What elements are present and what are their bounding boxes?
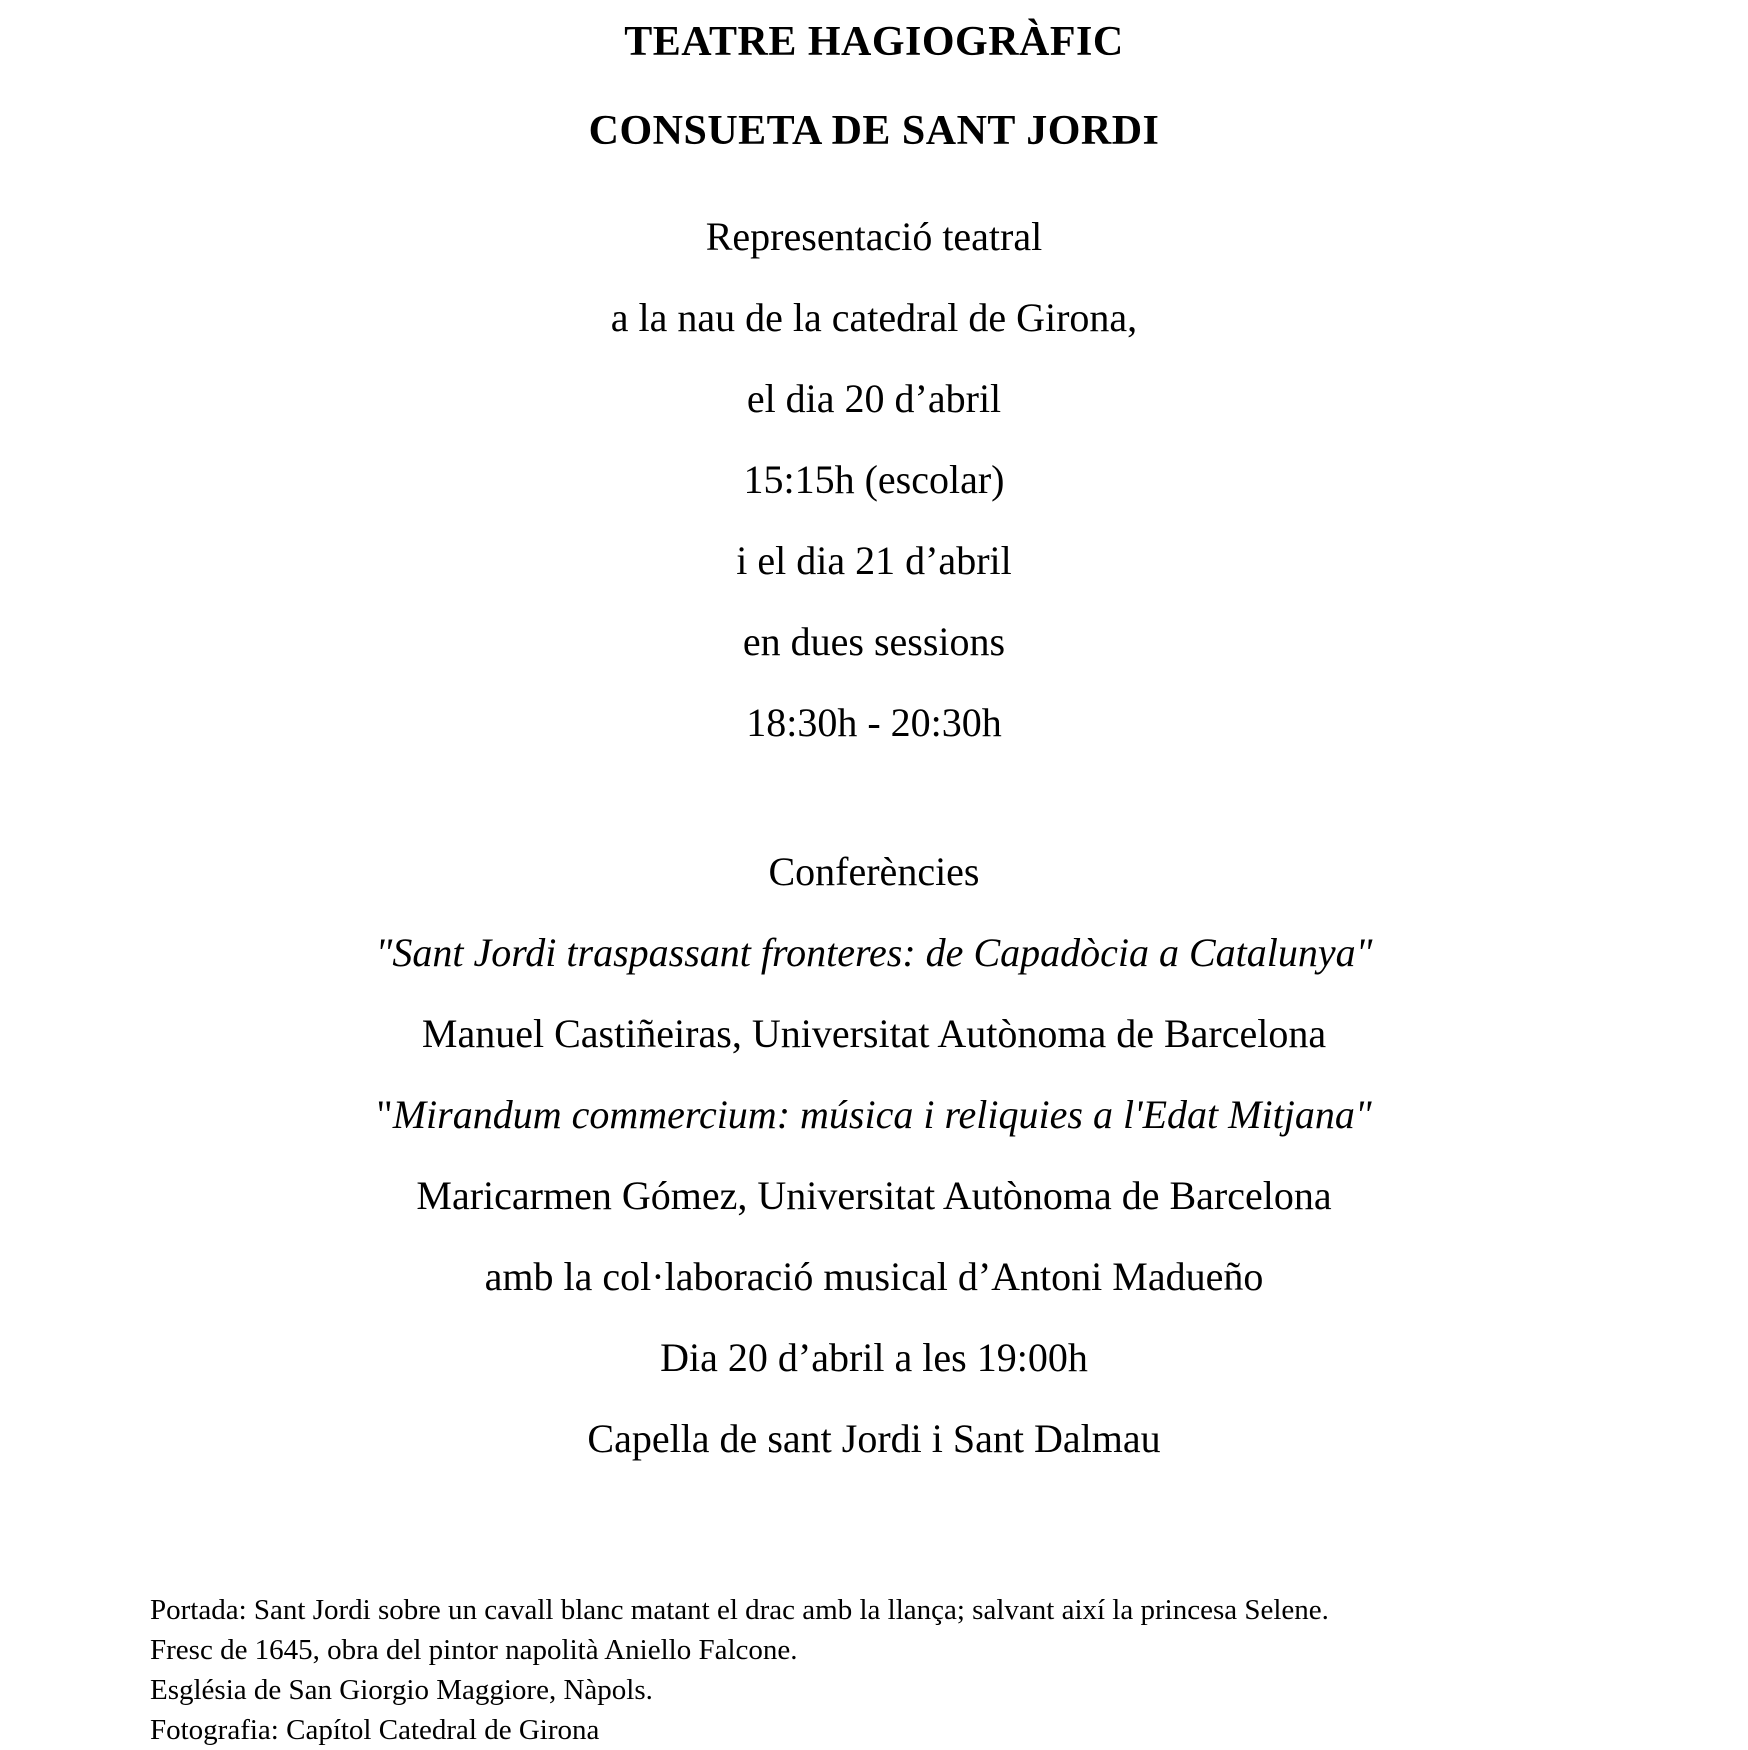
talk-title: "Sant Jordi traspassant fronteres: de Capadòcia a Catalunya" — [375, 930, 1373, 975]
cover-caption — [150, 1590, 1710, 1750]
talk-title-text: Mirandum commercium: música i reliquies a l'Edat Mitjana" — [392, 1092, 1372, 1137]
performance-line: i el dia 21 d’abril — [736, 538, 1012, 583]
performance-line: 15:15h (escolar) — [743, 457, 1005, 502]
caption-line: Església de San Giorgio Maggiore, Nàpols. — [150, 1674, 653, 1706]
performance-line: Representació teatral — [705, 214, 1043, 259]
conference-place: Capella de sant Jordi i Sant Dalmau — [587, 1416, 1161, 1461]
conference-date: Dia 20 d’abril a les 19:00h — [660, 1335, 1088, 1380]
performance-line: 18:30h - 20:30h — [746, 700, 1002, 745]
page-title: TEATRE HAGIOGRÀFIC — [624, 19, 1124, 65]
caption-line: Fresc de 1645, obra del pintor napolità Aniello Falcone. — [150, 1634, 798, 1666]
quote-mark: " — [376, 1092, 393, 1137]
caption-line: Portada: Sant Jordi sobre un cavall blanc matant el drac amb la llança; salvant així la princesa Selene. — [150, 1594, 1329, 1626]
performance-line: el dia 20 d’abril — [746, 376, 1002, 421]
page-subtitle: CONSUETA DE SANT JORDI — [588, 108, 1160, 154]
performance-line: en dues sessions — [742, 619, 1006, 664]
talk-speaker: Maricarmen Gómez, Universitat Autònoma de Barcelona — [416, 1173, 1332, 1218]
conferences-heading: Conferències — [768, 849, 980, 894]
performance-line: a la nau de la catedral de Girona, — [610, 295, 1138, 340]
talk-speaker: Manuel Castiñeiras, Universitat Autònoma de Barcelona — [421, 1011, 1327, 1056]
collaboration-line: amb la col·laboració musical d’Antoni Madueño — [484, 1254, 1264, 1299]
caption-line: Fotografia: Capítol Catedral de Girona — [150, 1714, 600, 1746]
talk-title — [0, 1091, 1748, 1138]
